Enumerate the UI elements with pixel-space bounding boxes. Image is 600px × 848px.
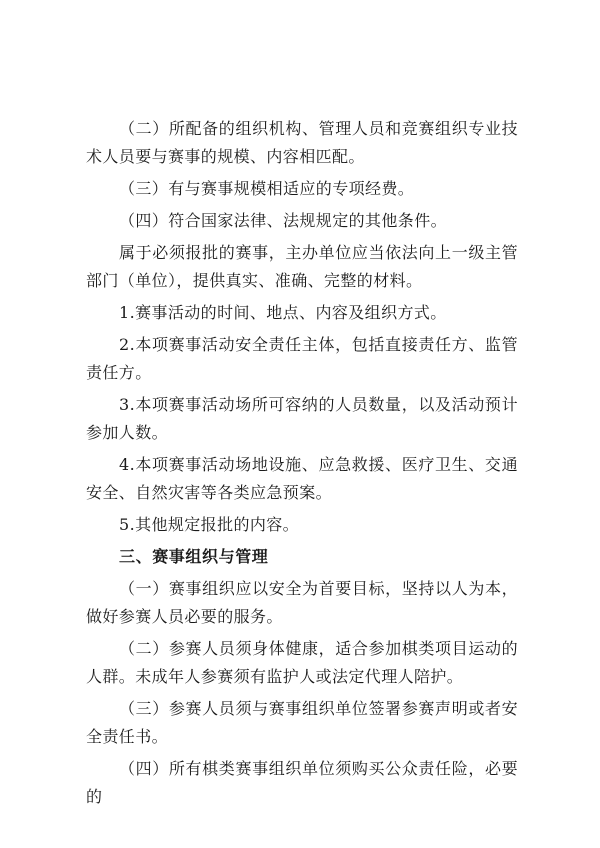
section-heading: 三、赛事组织与管理 xyxy=(119,547,269,566)
paragraph-requirement-2: （二）所配备的组织机构、管理人员和竞赛组织专业技术人员要与赛事的规模、内容相匹配。 xyxy=(86,119,518,166)
paragraph-management-1: （一）赛事组织应以安全为首要目标，坚持以人为本，做好参赛人员必要的服务。 xyxy=(86,579,518,626)
paragraph-management-3: （三）参赛人员须与赛事组织单位签署参赛声明或者安全责任书。 xyxy=(86,699,518,746)
paragraph-approval-intro: 属于必须报批的赛事，主办单位应当依法向上一级主管部门（单位），提供真实、准确、完整的材料。 xyxy=(86,243,518,290)
paragraph-approval-item-4: 4.本项赛事活动场地设施、应急救援、医疗卫生、交通安全、自然灾害等各类应急预案。 xyxy=(86,455,518,502)
paragraph-management-2: （二）参赛人员须身体健康，适合参加棋类项目运动的人群。未成年人参赛须有监护人或法定代理人陪护。 xyxy=(86,639,518,686)
paragraph-requirement-3: （三）有与赛事规模相适应的专项经费。 xyxy=(119,179,415,198)
paragraph-approval-item-3: 3.本项赛事活动场所可容纳的人员数量，以及活动预计参加人数。 xyxy=(86,395,518,442)
paragraph-approval-item-2: 2.本项赛事活动安全责任主体，包括直接责任方、监管责任方。 xyxy=(86,335,518,382)
paragraph-management-4: （四）所有棋类赛事组织单位须购买公众责任险，必要的 xyxy=(86,759,518,806)
document-body xyxy=(86,115,518,815)
paragraph-requirement-4: （四）符合国家法律、法规规定的其他条件。 xyxy=(119,211,448,230)
paragraph-approval-item-5: 5.其他规定报批的内容。 xyxy=(119,515,300,534)
paragraph-approval-item-1: 1.赛事活动的时间、地点、内容及组织方式。 xyxy=(119,303,447,322)
